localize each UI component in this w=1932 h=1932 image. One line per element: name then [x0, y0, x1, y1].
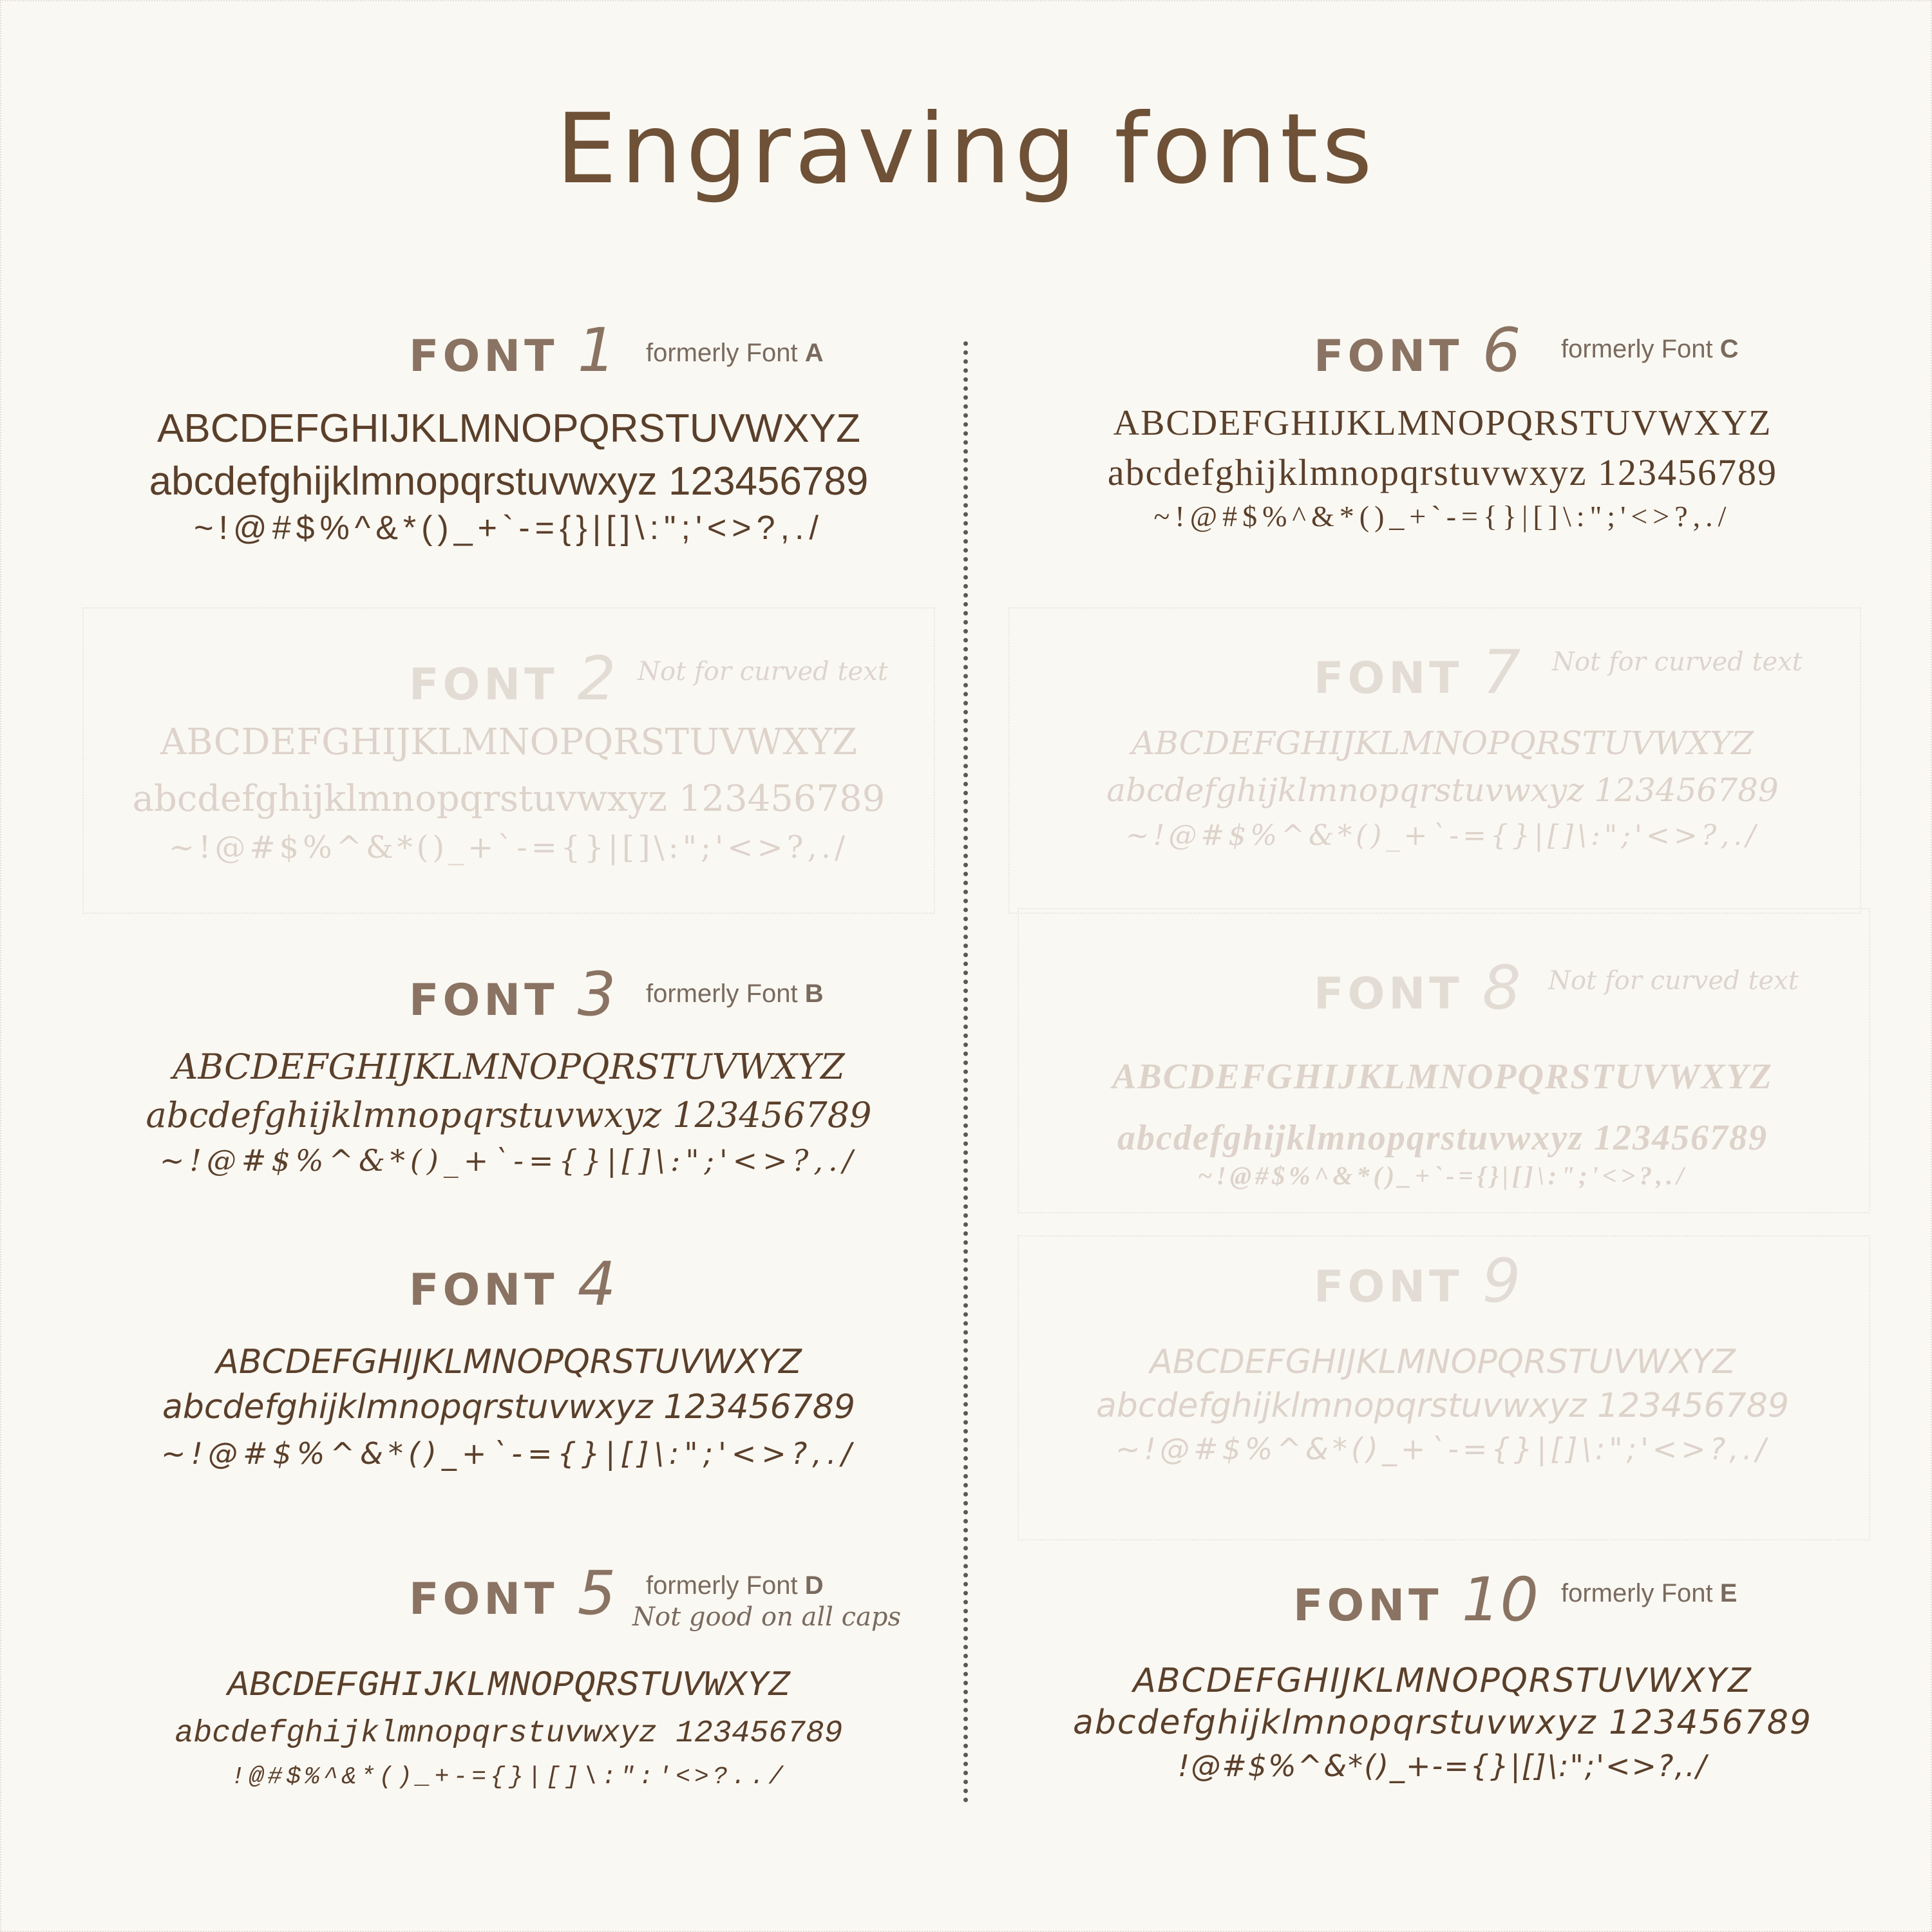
- font-9-heading: [1314, 1246, 1520, 1316]
- font-9-uppercase: ABCDEFGHIJKLMNOPQRSTUVWXYZ: [1150, 1343, 1736, 1381]
- font-6-sample: [1056, 316, 1829, 560]
- font-4-number: 4: [577, 1249, 616, 1320]
- font-5-sample: [129, 1558, 902, 1803]
- font-8-note: Not for curved text: [1548, 966, 1799, 996]
- font-6-note-text: formerly Font: [1561, 335, 1720, 363]
- font-4-symbols: ~!@#$%^&*()_+`-={}|[]\:";'<>?,./: [161, 1436, 857, 1471]
- font-2-uppercase: ABCDEFGHIJKLMNOPQRSTUVWXYZ: [160, 721, 857, 763]
- font-10-sample: [1043, 1565, 1842, 1810]
- font-1-note-text: formerly Font: [646, 339, 805, 367]
- font-9-label: FONT: [1314, 1262, 1463, 1312]
- font-9-sample: [1043, 1246, 1842, 1491]
- font-3-note-text: formerly Font: [646, 980, 805, 1008]
- font-5-note: [646, 1571, 824, 1600]
- font-6-symbols: ~!@#$%^&*()_+`-={}|[]\:";'<>?,./: [1153, 500, 1732, 533]
- font-10-lowercase: abcdefghijklmnopqrstuvwxyz 123456789: [1073, 1703, 1812, 1742]
- font-10-note-letter: E: [1719, 1579, 1738, 1607]
- font-1-lowercase: abcdefghijklmnopqrstuvwxyz 123456789: [149, 459, 869, 504]
- font-8-label: FONT: [1314, 969, 1463, 1019]
- font-6-number: 6: [1482, 316, 1521, 386]
- font-8-uppercase: ABCDEFGHIJKLMNOPQRSTUVWXYZ: [1112, 1057, 1773, 1097]
- font-6-uppercase: ABCDEFGHIJKLMNOPQRSTUVWXYZ: [1113, 403, 1772, 443]
- font-1-number: 1: [577, 316, 616, 386]
- font-9-symbols: ~!@#$%^&*()_+`-={}|[]\:";'<>?,./: [1115, 1432, 1770, 1466]
- font-7-lowercase: abcdefghijklmnopqrstuvwxyz 123456789: [1106, 772, 1779, 809]
- font-2-note: Not for curved text: [638, 657, 888, 687]
- font-5-uppercase: ABCDEFGHIJKLMNOPQRSTUVWXYZ: [227, 1665, 790, 1706]
- font-10-heading: [1293, 1565, 1539, 1635]
- font-8-symbols: ~!@#$%^&*()_+`-={}|[]\:";'<>?,./: [1197, 1161, 1688, 1190]
- font-8-sample: [1056, 953, 1829, 1198]
- font-1-label: FONT: [409, 331, 558, 382]
- font-5-note-caps: Not good on all caps: [632, 1602, 902, 1632]
- font-7-heading: [1314, 638, 1520, 708]
- font-7-label: FONT: [1314, 653, 1463, 704]
- font-9-number: 9: [1482, 1246, 1521, 1316]
- font-2-number: 2: [577, 644, 616, 714]
- font-5-note-letter: D: [804, 1571, 824, 1600]
- font-6-note-letter: C: [1719, 335, 1739, 363]
- font-10-symbols: !@#$%^&*()_+-={}|[]\:";'<>?,./: [1177, 1748, 1708, 1783]
- font-7-note: Not for curved text: [1552, 647, 1803, 677]
- font-8-lowercase: abcdefghijklmnopqrstuvwxyz 123456789: [1117, 1118, 1768, 1158]
- font-4-lowercase: abcdefghijklmnopqrstuvwxyz 123456789: [162, 1388, 855, 1426]
- font-7-number: 7: [1482, 638, 1521, 708]
- font-5-symbols: !@#$%^&*()_+-={}|[]\:":'<>?../: [230, 1763, 788, 1791]
- font-3-note-letter: B: [804, 980, 824, 1008]
- column-divider: [963, 341, 968, 1803]
- font-8-number: 8: [1482, 953, 1521, 1023]
- font-3-note: [646, 980, 824, 1009]
- font-2-sample: [103, 638, 914, 882]
- font-7-uppercase: ABCDEFGHIJKLMNOPQRSTUVWXYZ: [1131, 724, 1754, 762]
- font-2-label: FONT: [409, 659, 558, 710]
- font-6-lowercase: abcdefghijklmnopqrstuvwxyz 123456789: [1107, 451, 1778, 493]
- font-1-heading: [409, 316, 616, 386]
- font-2-heading: [409, 644, 616, 714]
- font-1-note-letter: A: [804, 339, 824, 367]
- font-2-symbols: ~!@#$%^&*()_+`-={}|[]\:";'<>?,./: [168, 829, 849, 866]
- font-5-heading: [409, 1558, 616, 1629]
- font-4-uppercase: ABCDEFGHIJKLMNOPQRSTUVWXYZ: [216, 1343, 802, 1381]
- font-6-note: [1561, 335, 1739, 364]
- font-1-uppercase: ABCDEFGHIJKLMNOPQRSTUVWXYZ: [157, 406, 860, 451]
- font-5-number: 5: [577, 1558, 616, 1629]
- font-3-heading: [409, 960, 616, 1030]
- font-10-note: [1561, 1579, 1737, 1608]
- font-6-label: FONT: [1314, 331, 1463, 382]
- font-10-note-text: formerly Font: [1561, 1579, 1720, 1607]
- font-3-label: FONT: [409, 975, 558, 1026]
- font-10-number: 10: [1461, 1565, 1539, 1635]
- font-7-sample: [1056, 631, 1829, 876]
- font-2-lowercase: abcdefghijklmnopqrstuvwxyz 123456789: [132, 778, 886, 820]
- font-3-lowercase: abcdefghijklmnopqrstuvwxyz 123456789: [146, 1095, 872, 1135]
- font-8-heading: [1314, 953, 1520, 1023]
- font-5-label: FONT: [409, 1574, 558, 1625]
- font-1-symbols: ~!@#$%^&*()_+`-={}|[]\:";'<>?,./: [194, 509, 824, 547]
- font-3-symbols: ~!@#$%^&*()_+`-={}|[]\:";'<>?,./: [159, 1143, 858, 1178]
- font-3-uppercase: ABCDEFGHIJKLMNOPQRSTUVWXYZ: [173, 1046, 845, 1087]
- font-4-sample: [116, 1249, 902, 1494]
- font-7-symbols: ~!@#$%^&*()_+`-={}|[]\:";'<>?,./: [1125, 819, 1760, 852]
- font-5-note-text: formerly Font: [646, 1571, 805, 1600]
- font-1-sample: [129, 316, 889, 560]
- font-4-label: FONT: [409, 1265, 558, 1316]
- font-10-uppercase: ABCDEFGHIJKLMNOPQRSTUVWXYZ: [1133, 1662, 1752, 1700]
- font-6-heading: [1314, 316, 1520, 386]
- page-title: Engraving fonts: [556, 93, 1376, 205]
- font-4-heading: [409, 1249, 616, 1320]
- font-3-number: 3: [577, 960, 616, 1030]
- font-5-lowercase: abcdefghijklmnopqrstuvwxyz 123456789: [175, 1716, 843, 1751]
- font-10-label: FONT: [1293, 1580, 1443, 1631]
- font-1-note: [646, 339, 824, 368]
- font-9-lowercase: abcdefghijklmnopqrstuvwxyz 123456789: [1096, 1387, 1789, 1425]
- font-3-sample: [129, 956, 889, 1201]
